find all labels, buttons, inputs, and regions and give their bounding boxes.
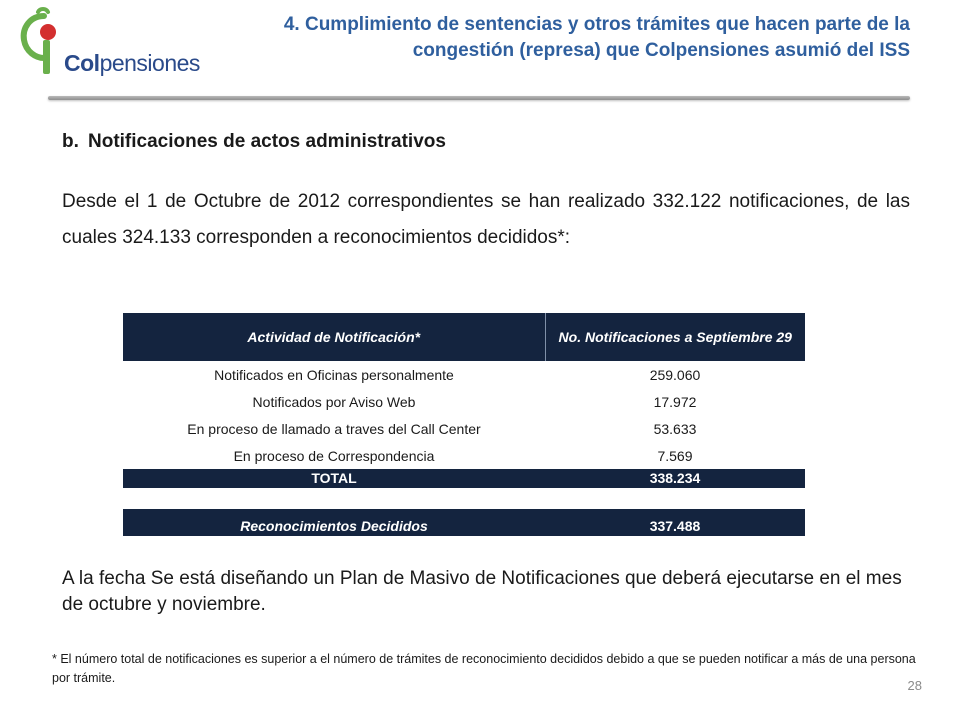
header-activity: Actividad de Notificación* [123, 313, 545, 361]
footnote: * El número total de notificaciones es superior a el número de trámites de reconocimiento decididos debido a que se pueden notificar a más de una persona por trámite. [52, 652, 916, 685]
row-activity: En proceso de llamado a traves del Call Center [187, 420, 481, 437]
row-activity: Notificados en Oficinas personalmente [214, 366, 454, 383]
row-count: 7.569 [657, 447, 693, 464]
table-total-row [123, 469, 805, 488]
notifications-table [123, 313, 805, 536]
slide-title: 4. Cumplimiento de sentencias y otros trámites que hacen parte de la congestión (represa) que Colpensiones asumió del ISS [283, 14, 910, 61]
table-row [123, 415, 805, 442]
total-label: TOTAL [123, 469, 545, 488]
table-row [123, 442, 805, 469]
row-count: 259.060 [649, 366, 701, 383]
title-divider [48, 96, 910, 100]
reconocimientos-row [123, 509, 805, 536]
row-activity: Notificados por Aviso Web [252, 393, 416, 410]
row-activity: En proceso de Correspondencia [233, 447, 435, 464]
row-count: 17.972 [653, 393, 697, 410]
section-heading [62, 131, 446, 153]
table-row [123, 361, 805, 388]
table-spacer [123, 488, 805, 509]
row-count: 53.633 [653, 420, 697, 437]
intro-paragraph: Desde el 1 de Octubre de 2012 correspondientes se han realizado 332.122 notificaciones, de las cuales 324.133 corresponden a reconocimientos decididos*: [62, 191, 910, 248]
section-heading-text: Notificaciones de actos administrativos [88, 131, 446, 152]
colpensiones-logo [14, 6, 200, 80]
table-header-row [123, 313, 805, 361]
header-count: No. Notificaciones a Septiembre 29 [545, 313, 805, 361]
page-number: 28 [907, 678, 922, 693]
table-row [123, 388, 805, 415]
closing-paragraph: A la fecha Se está diseñando un Plan de Masivo de Notificaciones que deberá ejecutarse en el mes de octubre y noviembre. [62, 568, 902, 615]
reconocimientos-label: Reconocimientos Decididos [123, 509, 545, 536]
total-value: 338.234 [545, 469, 805, 488]
section-letter: b. [62, 131, 79, 152]
reconocimientos-value: 337.488 [545, 509, 805, 536]
logo-wordmark: Colpensiones [64, 50, 200, 76]
